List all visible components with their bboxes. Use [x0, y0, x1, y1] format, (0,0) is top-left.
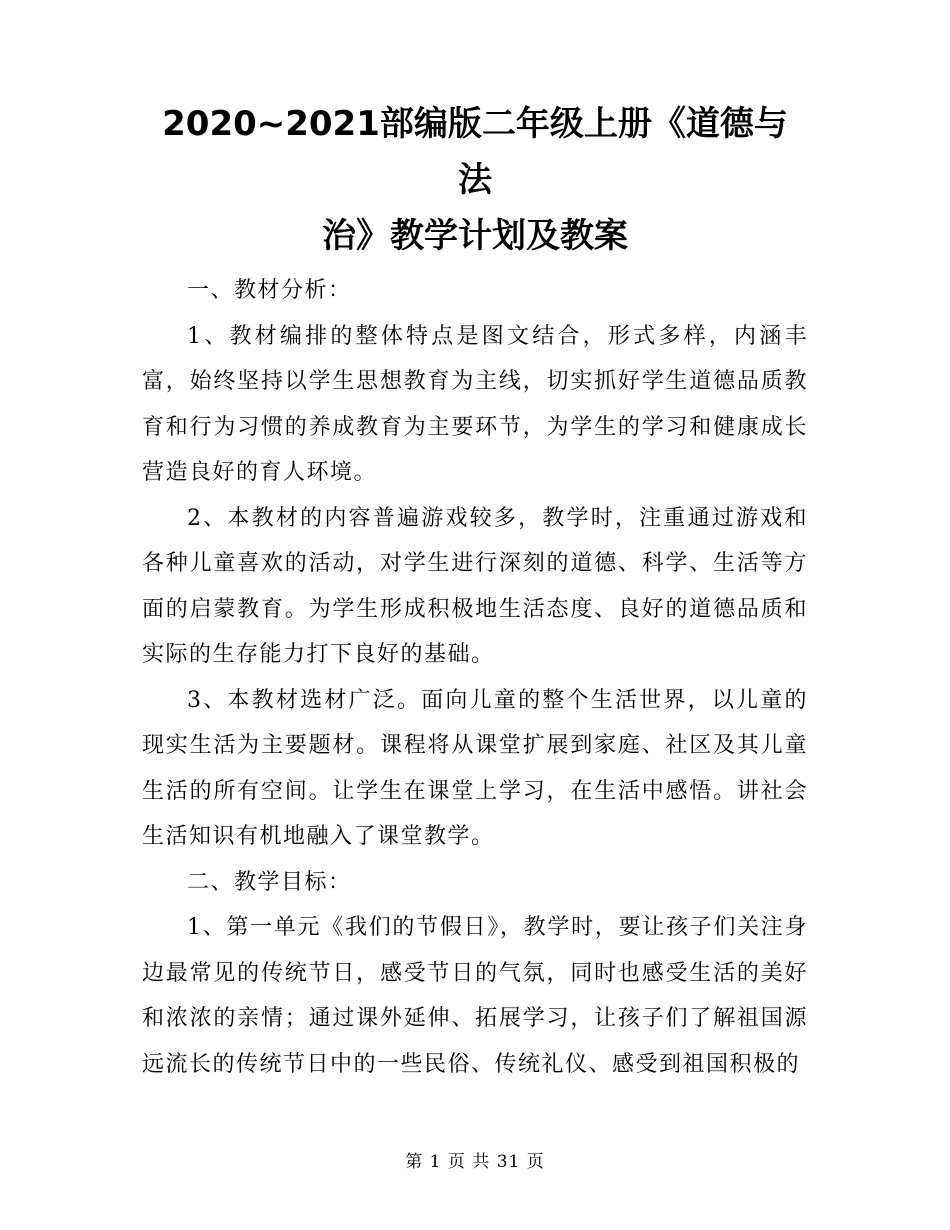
- paragraph: 3、本教材选材广泛。面向儿童的整个生活世界，以儿童的现实生活为主要题材。课程将从课堂扩展到家庭、社区及其儿童生活的所有空间。让学生在课堂上学习，在生活中感悟。讲社会生活知识有机地融入了课堂教学。: [142, 687, 808, 849]
- paragraph: 2、本教材的内容普遍游戏较多，教学时，注重通过游戏和各种儿童喜欢的活动，对学生进行深刻的道德、科学、生活等方面的启蒙教育。为学生形成积极地生活态度、良好的道德品质和实际的生存能力打下良好的基础。: [142, 505, 808, 667]
- title-line-1: 2020~2021部编版二年级上册《道德与法: [162, 104, 788, 200]
- paragraph: 1、第一单元《我们的节假日》，教学时，要让孩子们关注身边最常见的传统节日，感受节日的气氛，同时也感受生活的美好和浓浓的亲情；通过课外延伸、拓展学习，让孩子们了解祖国源远流长的传统节日中的一些民俗、传统礼仪、感受到祖国积极的: [142, 915, 808, 1077]
- title-line-2: 治》教学计划及教案: [322, 216, 628, 256]
- document-title: [150, 96, 800, 264]
- section-heading: 二、教学目标：: [187, 869, 352, 895]
- section-heading: 一、教材分析：: [187, 278, 352, 303]
- document-body: [142, 268, 808, 1087]
- paragraph: 1、教材编排的整体特点是图文结合，形式多样，内涵丰富，始终坚持以学生思想教育为主线，切实抓好学生道德品质教育和行为习惯的养成教育为主要环节，为学生的学习和健康成长营造良好的育人环境。: [142, 323, 808, 485]
- page-footer: 第 1 页 共 31 页: [405, 1152, 545, 1172]
